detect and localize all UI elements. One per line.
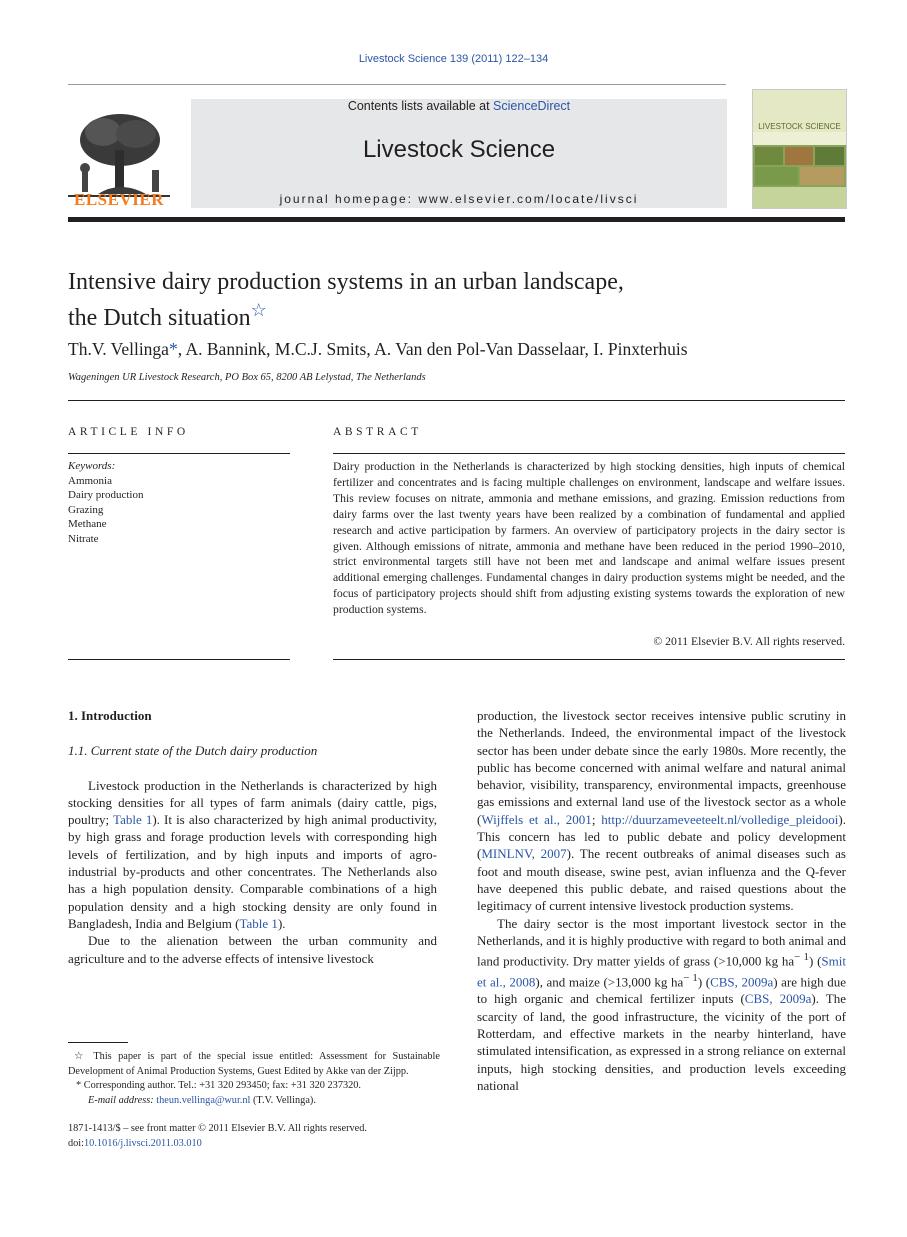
abstract-rule-top: [333, 453, 845, 454]
citation-link[interactable]: Wijffels et al., 2001: [481, 811, 592, 827]
url-link[interactable]: http://duurzameveeteelt.nl/volledige_pleidooi: [601, 811, 839, 827]
abstract-text: Dairy production in the Netherlands is characterized by high stocking densities, high inputs of chemical fertilizer and concentrates and is facing multiple challenges on environment, landscape and welfare issues. This review focuses on nitrate, ammonia and methane emissions, and grazing. Emission reductions from dairy farms over the last twenty years have been realized by a combination of fundamental and applied research and active participation by farmers. An overview of participatory projects in the dairy sector is given. Although emissions of nitrate, ammonia and methane have been reduced in the period 1990–2010, strict environmental targets still have not been met and landscape and animal welfare issues present additional emerging challenges. Fundamental changes in dairy production systems might be needed, and the focus of participatory projects should shift from adjusting existing systems towards the exploration of new production systems.: [333, 460, 845, 617]
cover-title: LIVESTOCK SCIENCE: [758, 122, 841, 131]
text-run: ), and maize (>13,000 kg ha: [535, 974, 684, 990]
corresponding-author-mark[interactable]: *: [168, 339, 178, 359]
text-run: Livestock production in the Netherlands is characterized by high stocking densities for all types of farm animals (dairy cattle, pigs, poultry;: [68, 777, 437, 828]
issn-doi-block: [68, 1122, 440, 1151]
abstract-heading: ABSTRACT: [333, 426, 422, 438]
author-list: [68, 339, 848, 360]
issn-line: 1871-1413/$ – see front matter © 2011 Elsevier B.V. All rights reserved.: [68, 1123, 367, 1134]
title-footnote-star[interactable]: ☆: [250, 300, 267, 320]
text-run: The dairy sector is the most important livestock sector in the Netherlands, and it is highly productive with regard to both animal and land productivity. Dry matter yields of grass (>10,000 kg ha: [477, 915, 846, 969]
citation-link[interactable]: CBS, 2009a: [710, 974, 774, 990]
footnote-star-mark: ☆: [74, 1051, 88, 1062]
affiliation-rule: [68, 400, 845, 401]
affiliation: Wageningen UR Livestock Research, PO Box 65, 8200 AB Lelystad, The Netherlands: [68, 372, 426, 383]
superscript: − 1: [683, 971, 698, 984]
section-heading: 1. Introduction: [68, 708, 152, 723]
paragraph: [477, 915, 846, 1095]
text-run: ) (: [697, 974, 711, 990]
email-suffix: (T.V. Vellinga).: [252, 1094, 316, 1106]
other-authors: , A. Bannink, M.C.J. Smits, A. Van den Pol-Van Dasselaar, I. Pinxterhuis: [177, 339, 688, 359]
footnotes: [68, 1050, 440, 1108]
superscript: − 1: [794, 951, 809, 964]
text-run: ;: [591, 811, 602, 827]
text-run: ). It is also characterized by high animal productivity, by high grass and forage production levels with corresponding high levels of fertilization, and by high inputs and imports of agro-industrial by-products and other concentrates. The Netherlands also has a high population density. Comparable combinations of a high population density and a high stocking density are only found in Bangladesh, India and Belgium (: [68, 812, 438, 931]
article-info-heading: ARTICLE INFO: [68, 426, 189, 438]
article-title: [68, 268, 828, 332]
doi-label: doi:: [68, 1137, 85, 1149]
table-reference-link[interactable]: Table 1: [239, 915, 278, 931]
journal-citation[interactable]: Livestock Science 139 (2011) 122–134: [358, 53, 549, 65]
footnote-corresponding: [68, 1079, 440, 1094]
masthead-thick-rule: [68, 217, 845, 222]
body-column-right: [477, 707, 846, 1094]
keyword-item: Ammonia: [68, 474, 112, 487]
text-run: ). This concern has led to public debate and policy development (: [477, 811, 846, 862]
footnote-text: Corresponding author. Tel.: +31 320 293450; fax: +31 320 237320.: [83, 1080, 361, 1092]
footnote-asterisk-mark: *: [76, 1080, 82, 1092]
footnote-rule: [68, 1042, 128, 1043]
citation-link[interactable]: CBS, 2009a: [744, 991, 812, 1007]
article-info-rule-bottom: [68, 659, 290, 660]
paragraph: Due to the alienation between the urban community and agriculture and to the adverse effects of intensive livestock: [68, 933, 437, 966]
citation-link[interactable]: MINLNV, 2007: [481, 846, 567, 862]
text-run: ).: [277, 915, 286, 931]
paragraph: [68, 777, 437, 933]
keyword-item: Nitrate: [68, 532, 99, 545]
first-author: Th.V. Vellinga: [68, 339, 169, 359]
header-divider: [68, 84, 726, 85]
doi-link[interactable]: 10.1016/j.livsci.2011.03.010: [84, 1137, 202, 1149]
paragraph: [477, 707, 846, 915]
keyword-item: Methane: [68, 518, 107, 530]
text-run: ). The scarcity of land, the good infrastructure, the vicinity of the port of Rotterdam, and effective markets in the nearby hinterland, have stimulated intensification, as expressed in a strong reliance on external inputs, high stocking densities, and production levels exceeding national: [477, 991, 847, 1093]
cover-photo-strip: [753, 145, 846, 187]
text-run: ) (: [808, 953, 822, 969]
text-run: production, the livestock sector receives intensive public scrutiny in the Netherlands. Indeed, the environmental impact of the livestock sector has been under debate since the early 1980s. More recently, the public has become concerned with animal welfare and natural animal behavior, visibility, transparency, environmental impacts, greenhouse gas emissions and external land use of the livestock sector as a whole (: [477, 708, 846, 827]
journal-cover-thumbnail: [752, 89, 847, 209]
sciencedirect-link[interactable]: ScienceDirect: [493, 99, 571, 113]
email-link[interactable]: theun.vellinga@wur.nl: [156, 1094, 251, 1106]
article-info-rule-top: [68, 453, 290, 454]
table-reference-link[interactable]: Table 1: [113, 812, 153, 828]
title-line-1: Intensive dairy production systems in an urban landscape,: [68, 269, 624, 295]
citation-link[interactable]: Smit et al., 2008: [477, 953, 846, 990]
subsection-heading: 1.1. Current state of the Dutch dairy production: [68, 742, 318, 758]
doi-line: [68, 1137, 440, 1152]
email-label: E-mail address:: [88, 1094, 154, 1106]
abstract-rule-bottom: [333, 659, 845, 660]
abstract-copyright: © 2011 Elsevier B.V. All rights reserved.: [653, 635, 845, 648]
elsevier-wordmark: ELSEVIER: [74, 190, 164, 209]
text-run: ) are high due to high organic and chemical fertilizer inputs (: [477, 974, 846, 1007]
keyword-item: Dairy production: [68, 489, 144, 501]
contents-prefix: Contents lists available at: [347, 99, 494, 113]
body-column-left: [68, 707, 437, 967]
keywords-block: [68, 459, 288, 546]
keyword-item: Grazing: [68, 503, 104, 516]
text-run: ). The recent outbreaks of animal diseases such as foot and mouth disease, swine pest, avian influenza and the Q-fever have deepened this public debate, and raised questions about the legitimacy of current intensive livestock production systems.: [477, 846, 846, 914]
journal-homepage[interactable]: journal homepage: www.elsevier.com/locate/livsci: [279, 192, 639, 206]
footnote-email: [68, 1094, 440, 1109]
contents-lists-line: [191, 99, 727, 113]
footnote-text: This paper is part of the special issue entitled: Assessment for Sustainable Development of Animal Production Systems, Guest Edited by Akke van der Zijpp.: [68, 1051, 440, 1077]
journal-name: Livestock Science: [362, 136, 556, 163]
keywords-label: Keywords:: [68, 460, 116, 472]
cover-footer-band: [753, 187, 846, 208]
footnote-special-issue: [68, 1050, 440, 1079]
title-line-2: the Dutch situation: [68, 305, 251, 331]
